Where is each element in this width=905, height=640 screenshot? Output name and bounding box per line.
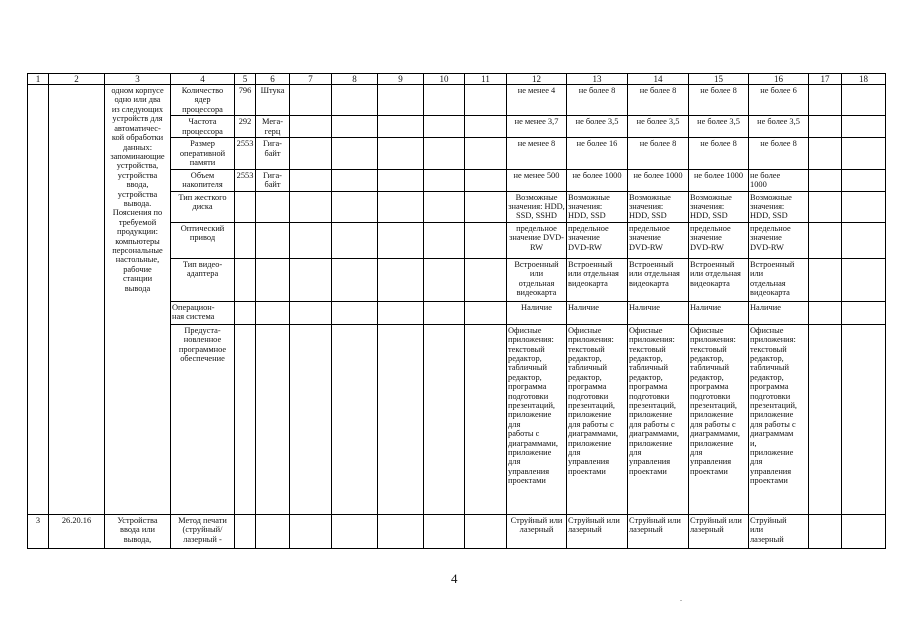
unit-name bbox=[256, 324, 290, 514]
characteristic-name: Объем накопителя bbox=[171, 169, 235, 191]
row-number-cell: 3 bbox=[28, 514, 49, 548]
product-description: Устройства ввода или вывода, bbox=[105, 514, 171, 548]
col-header: 13 bbox=[567, 74, 628, 85]
unit-code bbox=[235, 222, 256, 258]
unit-name bbox=[256, 258, 290, 301]
value-col-14: не более 1000 bbox=[628, 169, 689, 191]
characteristics-table bbox=[27, 73, 886, 549]
unit-code bbox=[235, 301, 256, 324]
characteristic-name: Количество ядер процессора bbox=[171, 85, 235, 116]
col-header: 10 bbox=[424, 74, 465, 85]
unit-code: 2553 bbox=[235, 169, 256, 191]
col-header: 5 bbox=[235, 74, 256, 85]
value-col-12: не менее 8 bbox=[507, 138, 567, 169]
value-col-12: не менее 4 bbox=[507, 85, 567, 116]
value-col-12: не менее 3,7 bbox=[507, 116, 567, 138]
value-col-12: предельное значение DVD- RW bbox=[507, 222, 567, 258]
value-col-13: Наличие bbox=[567, 301, 628, 324]
characteristic-name: Оптический привод bbox=[171, 222, 235, 258]
value-col-12: Офисные приложения: текстовый редактор, табличный редактор, программа подготовки презентаций, приложение для работы с диаграммами, приложение для управления проектами bbox=[507, 324, 567, 514]
col-header: 14 bbox=[628, 74, 689, 85]
value-col-14: Струйный или лазерный bbox=[628, 514, 689, 548]
value-col-12: Наличие bbox=[507, 301, 567, 324]
value-col-15: не более 3,5 bbox=[689, 116, 749, 138]
unit-code: 292 bbox=[235, 116, 256, 138]
col-header: 8 bbox=[332, 74, 378, 85]
value-col-14: Возможные значения: HDD, SSD bbox=[628, 191, 689, 222]
characteristic-name: Тип видео- адаптера bbox=[171, 258, 235, 301]
value-col-14: не более 3,5 bbox=[628, 116, 689, 138]
col-header: 1 bbox=[28, 74, 49, 85]
value-col-13: Офисные приложения: текстовый редактор, табличный редактор, программа подготовки презентаций, приложение для работы с диаграммами, приложение для управления проектами bbox=[567, 324, 628, 514]
value-col-14: предельное значение DVD-RW bbox=[628, 222, 689, 258]
row-number-cell bbox=[28, 85, 49, 515]
table-row bbox=[28, 514, 886, 548]
value-col-13: не более 8 bbox=[567, 85, 628, 116]
unit-name: Штука bbox=[256, 85, 290, 116]
col-header: 15 bbox=[689, 74, 749, 85]
col-header: 17 bbox=[809, 74, 842, 85]
value-col-15: Встроенный или отдельная видеокарта bbox=[689, 258, 749, 301]
value-col-16: не более 8 bbox=[749, 138, 809, 169]
okpd-code-cell: 26.20.16 bbox=[49, 514, 105, 548]
value-col-16: не более 6 bbox=[749, 85, 809, 116]
value-col-13: не более 16 bbox=[567, 138, 628, 169]
characteristic-name: Метод печати (струйный/ лазерный - bbox=[171, 514, 235, 548]
unit-name: Мега- герц bbox=[256, 116, 290, 138]
unit-code bbox=[235, 191, 256, 222]
unit-code bbox=[235, 258, 256, 301]
unit-name: Гига- байт bbox=[256, 169, 290, 191]
col-header: 4 bbox=[171, 74, 235, 85]
value-col-13: не более 3,5 bbox=[567, 116, 628, 138]
value-col-13: Струйный или лазерный bbox=[567, 514, 628, 548]
characteristic-name: Тип жесткого диска bbox=[171, 191, 235, 222]
value-col-15: не более 8 bbox=[689, 85, 749, 116]
characteristic-name: Частота процессора bbox=[171, 116, 235, 138]
value-col-14: не более 8 bbox=[628, 85, 689, 116]
value-col-13: предельное значение DVD-RW bbox=[567, 222, 628, 258]
value-col-14: не более 8 bbox=[628, 138, 689, 169]
page-number: 4 bbox=[451, 571, 458, 586]
col-header: 2 bbox=[49, 74, 105, 85]
value-col-13: не более 1000 bbox=[567, 169, 628, 191]
characteristic-name: Операцион- ная система bbox=[171, 301, 235, 324]
value-col-15: не более 1000 bbox=[689, 169, 749, 191]
value-col-15: не более 8 bbox=[689, 138, 749, 169]
value-col-16: предельное значение DVD-RW bbox=[749, 222, 809, 258]
scan-speck bbox=[680, 600, 682, 601]
table-row bbox=[28, 85, 886, 116]
value-col-16: не более 3,5 bbox=[749, 116, 809, 138]
value-col-16: Встроенный или отдельная видеокарта bbox=[749, 258, 809, 301]
value-col-16: Наличие bbox=[749, 301, 809, 324]
col-header: 6 bbox=[256, 74, 290, 85]
characteristic-name: Размер оперативной памяти bbox=[171, 138, 235, 169]
col-header: 3 bbox=[105, 74, 171, 85]
value-col-16: Струйный или лазерный bbox=[749, 514, 809, 548]
value-col-12: не менее 500 bbox=[507, 169, 567, 191]
value-col-12: Возможные значения: HDD, SSD, SSHD bbox=[508, 192, 565, 221]
value-col-15: Наличие bbox=[689, 301, 749, 324]
unit-name bbox=[256, 301, 290, 324]
value-col-16: Офисные приложения: текстовый редактор, табличный редактор, программа подготовки презентаций, приложение для работы с диаграммам и, приложение для управления проектами bbox=[749, 324, 809, 514]
value-col-15: предельное значение DVD-RW bbox=[689, 222, 749, 258]
unit-name bbox=[256, 222, 290, 258]
characteristic-name: Предуста- новленное программное обеспечение bbox=[171, 324, 235, 514]
col-header: 11 bbox=[465, 74, 507, 85]
value-col-12: Струйный или лазерный bbox=[507, 514, 567, 548]
product-description: одном корпусе одно или два из следующих устройств для автоматичес- кой обработки данных: запоминающие устройства, устройства ввода, устройства вывода. Пояснения по требуемой продукции: компьютеры персональные настольные, рабочие станции вывода bbox=[105, 85, 171, 515]
value-col-12: Встроенный или отдельная видеокарта bbox=[507, 258, 567, 301]
value-col-14: Наличие bbox=[628, 301, 689, 324]
value-col-13: Встроенный или отдельная видеокарта bbox=[567, 258, 628, 301]
col-header: 9 bbox=[378, 74, 424, 85]
value-col-14: Офисные приложения: текстовый редактор, табличный редактор, программа подготовки презентаций, приложение для работы с диаграммами, приложение для управления проектами bbox=[628, 324, 689, 514]
col-header: 7 bbox=[290, 74, 332, 85]
col-header: 18 bbox=[842, 74, 886, 85]
okpd-code-cell bbox=[49, 85, 105, 515]
col-header: 16 bbox=[749, 74, 809, 85]
unit-name bbox=[256, 191, 290, 222]
unit-code: 2553 bbox=[235, 138, 256, 169]
value-col-15: Струйный или лазерный bbox=[689, 514, 749, 548]
col-header: 12 bbox=[507, 74, 567, 85]
unit-name: Гига- байт bbox=[256, 138, 290, 169]
value-col-14: Встроенный или отдельная видеокарта bbox=[628, 258, 689, 301]
value-col-16: Возможные значения: HDD, SSD bbox=[749, 191, 809, 222]
unit-code: 796 bbox=[235, 85, 256, 116]
header-row bbox=[28, 74, 886, 85]
value-col-15: Офисные приложения: текстовый редактор, табличный редактор, программа подготовки презентаций, приложение для работы с диаграммами, приложение для управления проектами bbox=[689, 324, 749, 514]
value-col-13: Возможные значения: HDD, SSD bbox=[567, 191, 628, 222]
value-col-15: Возможные значения: HDD, SSD bbox=[689, 191, 749, 222]
unit-code bbox=[235, 324, 256, 514]
value-col-16: не более 1000 bbox=[749, 169, 809, 191]
